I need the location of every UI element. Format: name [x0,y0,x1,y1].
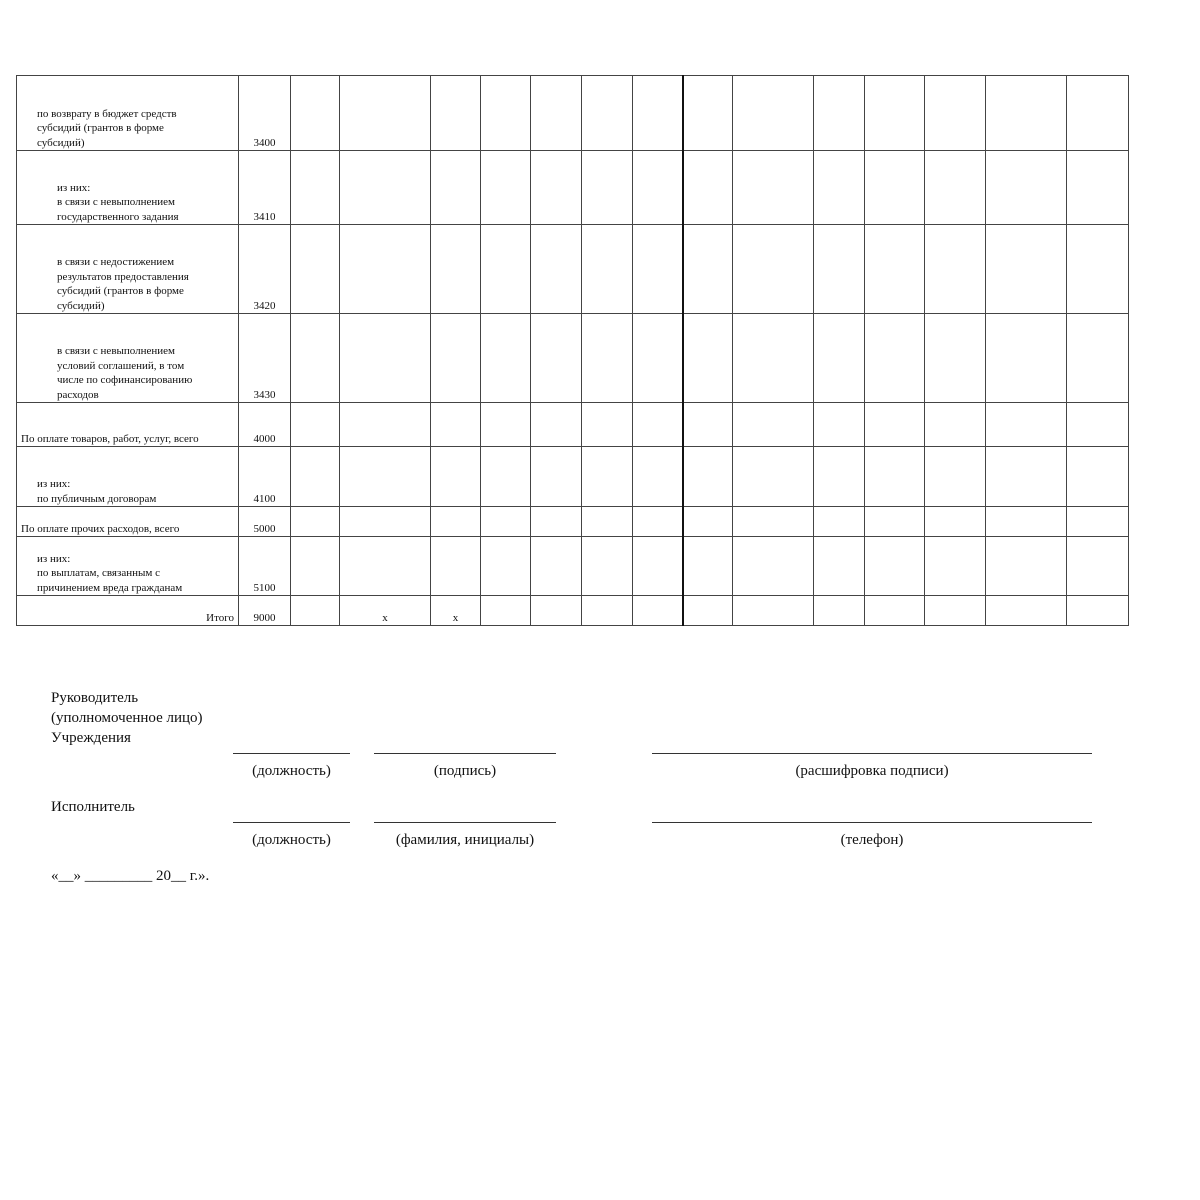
table-cell [1067,76,1129,151]
table-cell [986,596,1067,626]
table-cell [633,447,683,507]
table-cell [814,314,865,403]
executor-name-line[interactable] [374,822,556,823]
table-cell [340,447,431,507]
table-cell [431,225,481,314]
table-cell [733,76,814,151]
table-cell [481,76,531,151]
table-cell [291,447,340,507]
table-row [17,151,1129,225]
table-cell [1067,151,1129,225]
row-code: 3400 [239,76,291,151]
table-cell [531,507,582,537]
table-cell [633,537,683,596]
table-cell [291,151,340,225]
table-cell [683,76,733,151]
table-row [17,537,1129,596]
table-cell [291,314,340,403]
table-cell [431,76,481,151]
executor-position-line[interactable] [233,822,350,823]
row-code: 5000 [239,507,291,537]
table-cell [925,151,986,225]
table-cell [582,225,633,314]
caption-executor-position: (должность) [252,832,331,848]
table-cell [582,447,633,507]
row-code: 3420 [239,225,291,314]
row-label: из них: по выплатам, связанным с причинением вреда гражданам [37,552,183,594]
table-cell [683,596,733,626]
table-row-total [17,596,1129,626]
table-cell: x [431,596,481,626]
row-label: из них: по публичным договорам [37,478,157,505]
table-cell [925,537,986,596]
table-cell [1067,596,1129,626]
table-cell [925,76,986,151]
table-cell [925,225,986,314]
head-title-line1: Руководитель [51,690,139,706]
table-cell [340,314,431,403]
row-code: 4000 [239,403,291,447]
table-cell [733,596,814,626]
signature-line[interactable] [374,753,556,754]
table-cell [340,225,431,314]
table-cell [733,403,814,447]
table-cell [733,314,814,403]
table-cell [814,76,865,151]
table-cell [1067,447,1129,507]
table-cell [582,151,633,225]
table-cell [582,314,633,403]
date-line: «__» _________ 20__ г.». [51,868,210,884]
table-cell [733,507,814,537]
table-cell [582,76,633,151]
table-cell [865,403,925,447]
table-row [17,225,1129,314]
table-cell [925,314,986,403]
table-cell [865,596,925,626]
table-cell [1067,537,1129,596]
table-cell [340,151,431,225]
table-cell [481,596,531,626]
table-cell [733,537,814,596]
table-cell [814,537,865,596]
table-cell [865,76,925,151]
table-cell [291,76,340,151]
table-cell [986,225,1067,314]
table-cell [814,447,865,507]
table-cell [582,507,633,537]
executor-phone-line[interactable] [652,822,1092,823]
table-cell [1067,314,1129,403]
table-cell [986,403,1067,447]
head-title-line3: Учреждения [51,730,131,746]
table-cell [531,151,582,225]
table-cell [531,403,582,447]
table-cell [340,537,431,596]
row-label: По оплате товаров, работ, услуг, всего [21,432,199,445]
table-cell [291,225,340,314]
table-cell [925,596,986,626]
table-cell [683,225,733,314]
table-cell [481,447,531,507]
table-cell [340,403,431,447]
table-cell [531,537,582,596]
table-cell [633,596,683,626]
table-row [17,403,1129,447]
table-cell [481,537,531,596]
caption-position: (должность) [252,763,331,779]
table-row [17,76,1129,151]
table-cell [431,403,481,447]
table-cell [633,314,683,403]
table-cell [814,596,865,626]
table-cell [431,507,481,537]
table-cell [814,403,865,447]
table-cell [733,151,814,225]
table-cell [531,225,582,314]
table-cell [986,76,1067,151]
signature-decoding-line[interactable] [652,753,1092,754]
row-code: 3430 [239,314,291,403]
table-cell [814,507,865,537]
row-label: Итого [206,611,234,624]
table-cell [481,507,531,537]
table-cell [582,537,633,596]
table-cell [1067,225,1129,314]
table-cell [431,447,481,507]
caption-executor-name: (фамилия, инициалы) [395,832,535,848]
table-cell: x [340,596,431,626]
table-cell [291,403,340,447]
report-table [16,75,1129,626]
table-cell [481,225,531,314]
table-cell [925,403,986,447]
caption-signature-decoding: (расшифровка подписи) [795,763,949,779]
table-cell [683,403,733,447]
table-cell [865,225,925,314]
table-cell [481,314,531,403]
table-cell [431,314,481,403]
row-label: из них: в связи с невыполнением государственного задания [57,181,179,223]
table-cell [865,447,925,507]
head-title-line2: (уполномоченное лицо) [51,710,203,726]
row-code: 3410 [239,151,291,225]
table-cell [865,151,925,225]
table-cell [814,225,865,314]
table-cell [683,447,733,507]
table-cell [865,314,925,403]
caption-executor-phone: (телефон) [840,832,904,848]
table-cell [633,151,683,225]
table-cell [1067,507,1129,537]
table-cell [291,596,340,626]
table-cell [683,314,733,403]
table-cell [865,537,925,596]
row-label: в связи с невыполнением условий соглашений, в том числе по софинансированию расходов [57,345,193,401]
table-cell [986,151,1067,225]
table-cell [431,151,481,225]
table-cell [1067,403,1129,447]
table-cell [683,151,733,225]
table-cell [431,537,481,596]
table-cell [582,403,633,447]
position-signature-line[interactable] [233,753,350,754]
row-code: 9000 [239,596,291,626]
row-label: по возврату в бюджет средств субсидий (грантов в форме субсидий) [37,107,177,149]
table-row [17,507,1129,537]
table-cell [291,537,340,596]
table-cell [582,596,633,626]
table-cell [733,225,814,314]
table-cell [986,537,1067,596]
table-cell [733,447,814,507]
table-cell [683,507,733,537]
executor-title: Исполнитель [51,799,135,815]
table-row [17,314,1129,403]
row-label: По оплате прочих расходов, всего [21,522,180,535]
table-row [17,447,1129,507]
table-cell [531,447,582,507]
table-cell [986,314,1067,403]
table-cell [481,151,531,225]
table-cell [925,507,986,537]
table-cell [865,507,925,537]
table-cell [531,314,582,403]
table-cell [291,507,340,537]
table-cell [531,76,582,151]
table-cell [925,447,986,507]
table-cell [633,225,683,314]
table-cell [340,507,431,537]
table-cell [986,507,1067,537]
table-cell [814,151,865,225]
row-code: 4100 [239,447,291,507]
caption-signature: (подпись) [433,763,497,779]
table-cell [531,596,582,626]
table-cell [633,76,683,151]
row-code: 5100 [239,537,291,596]
row-label: в связи с недостижением результатов предоставления субсидий (грантов в форме субсидий) [57,256,189,312]
table-cell [986,447,1067,507]
table-cell [683,537,733,596]
table-cell [633,403,683,447]
table-cell [481,403,531,447]
table-cell [340,76,431,151]
table-cell [633,507,683,537]
